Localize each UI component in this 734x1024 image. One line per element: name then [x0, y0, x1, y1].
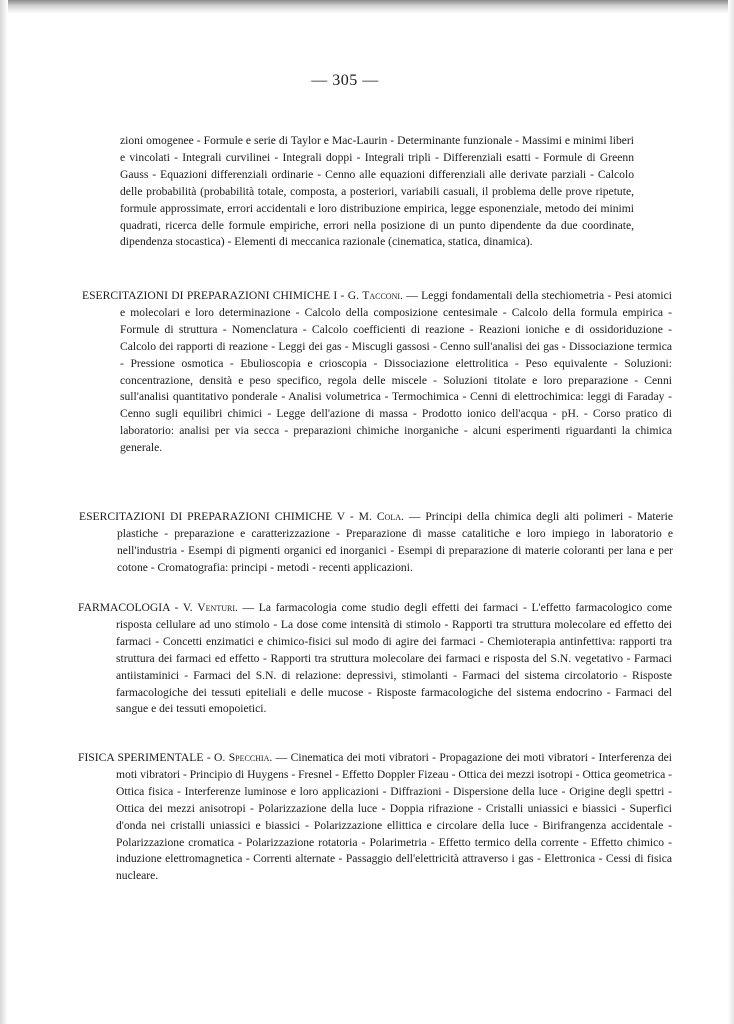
scan-edge-left	[0, 0, 8, 1024]
entry-farmacologia	[78, 600, 672, 718]
entry-heading: FARMACOLOGIA - V.	[78, 601, 193, 614]
entry-author: Cola.	[376, 510, 404, 523]
entry-fisica-sperimentale	[78, 750, 672, 885]
entry-author: Venturi.	[197, 601, 238, 614]
entry-heading: ESERCITAZIONI DI PREPARAZIONI CHIMICHE V - M.	[79, 510, 372, 523]
entry-heading: FISICA SPERIMENTALE - O.	[78, 751, 226, 764]
entry-preparazioni-chimiche-i	[82, 288, 672, 457]
entry-text: — Cinematica dei moti vibratori - Propagazione dei moti vibratori - Interferenza dei moti vibratori - Principio di Huygens - Fresnel - Effetto Doppler Fizeau - Ottica dei mezzi isotropi - Ottica geometrica - Ottica fisica - Interferenze luminose e loro applicazioni - Diffrazioni - Dispersione della luce - Origine degli spettri - Ottica dei mezzi anisotropi - Polarizzazione della luce - Doppia rifrazione - Cristalli uniassici e biassici - Superfici d'onda nei cristalli uniassici e biassici - Polarizzazione ellittica e circolare della luce - Birifrangenza accidentale - Polarizzazione cromatica - Polarizzazione rotatoria - Polarimetria - Effetto termico della corrente - Effetto chimico - induzione elettromagnetica - Correnti alternate - Passaggio dell'elettricità attraverso i gas - Elettronica - Cessi di fisica nucleare.	[116, 751, 673, 883]
entry-heading: ESERCITAZIONI DI PREPARAZIONI CHIMICHE I - G.	[82, 289, 359, 302]
continuation-paragraph: zioni omogenee - Formule e serie di Taylor e Mac-Laurin - Determinante funzionale - Massimi e minimi liberi e vincolati - Integrali curvilinei - Integrali doppi - Integrali tripli - Differenziali esatti - Formule di Greenn Gauss - Equazioni differenziali ordinarie - Cenno alle equazioni differenziali alle derivate parziali - Calcolo delle probabilità (probabilità totale, composta, a posteriori, variabili casuali, il problema delle prove ripetute, formule approssimate, errori accidentali e loro distribuzione empirica, legge esponenziale, metodo dei minimi quadrati, ricerca delle formule empiriche, errori nella posizione di un punto dipendente da due coordinate, dipendenza stocastica) - Elementi di meccanica razionale (cinematica, statica, dinamica).	[120, 134, 634, 249]
page-number: — 305 —	[311, 72, 379, 89]
entry-text: — La farmacologia come studio degli effetti dei farmaci - L'effetto farmacologico come risposta cellulare ad uno stimolo - La dose come intensità di stimolo - Rapporti tra struttura molecolare ed effetto dei farmaci - Concetti enzimatici e chimico-fisici sul modo di agire dei farmaci - Chemioterapia antinfettiva: rapporti tra struttura dei farmaci ed effetto - Rapporti tra struttura molecolare dei farmaci e risposta del S.N. vegetativo - Farmaci antiistaminici - Farmaci del S.N. di relazione: depressivi, stimolanti - Farmaci del sistema circolatorio - Risposte farmacologiche dei tessuti epiteliali e delle mucose - Risposte farmacologiche del sistema endocrino - Farmaci del sangue e dei tessuti emopoietici.	[116, 601, 673, 716]
scan-edge-top	[0, 0, 734, 14]
entry-text: — Principi della chimica degli alti polimeri - Materie plastiche - preparazione e caratterizzazione - Preparazione di masse catalitiche e loro impiego in laboratorio e nell'industria - Esempi di pigmenti organici ed inorganici - Esempi di preparazione di materie coloranti per lana e per cotone - Cromatografia: principi - metodi - recenti applicazioni.	[117, 510, 674, 574]
scan-edge-right	[728, 0, 734, 1024]
entry-text: — Leggi fondamentali della stechiometria - Pesi atomici e molecolari e loro determinazione - Calcolo della composizione centesimale - Calcolo della formula empirica - Formule di struttura - Nomenclatura - Calcolo coefficienti di reazione - Reazioni ioniche e di ossidoriduzione - Calcolo dei rapporti di reazione - Leggi dei gas - Miscugli gassosi - Cenno sull'analisi dei gas - Dissociazione termica - Pressione osmotica - Ebulioscopia e crioscopia - Dissociazione elettrolitica - Peso equivalente - Soluzioni: concentrazione, densità e peso specifico, regola delle miscele - Soluzioni titolate e loro preparazione - Cenni sull'analisi quantitativo ponderale - Analisi volumetrica - Termochimica - Cenni di elettrochimica: leggi di Faraday - Cenno sugli equilibri chimici - Legge dell'azione di massa - Prodotto ionico dell'acqua - pH. - Corso pratico di laboratorio: analisi per via secca - preparazioni chimiche inorganiche - alcuni esperimenti riguardanti la chimica generale.	[120, 289, 672, 455]
entry-author: Specchia.	[228, 751, 273, 764]
entry-author: Tacconi.	[362, 289, 403, 302]
entry-preparazioni-chimiche-v	[79, 509, 673, 577]
